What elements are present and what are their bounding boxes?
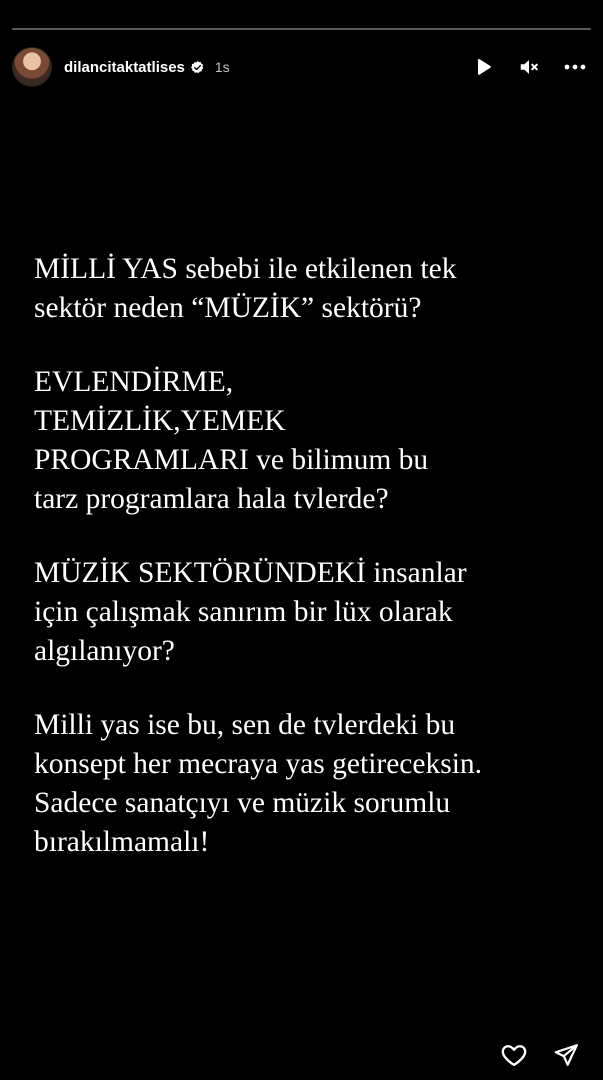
story-paragraph-3: MÜZİK SEKTÖRÜNDEKİ insanlar için çalışmak sanırım bir lüx olarak algılanıyor? xyxy=(34,557,467,667)
send-icon[interactable] xyxy=(551,1040,581,1070)
play-icon[interactable] xyxy=(471,55,495,79)
story-paragraph-4: Milli yas ise bu, sen de tvlerdeki bu konsept her mecraya yas getireceksin. Sadece sanatçıyı ve müzik sorumlu bırakılmamalı! xyxy=(34,709,483,858)
heart-icon[interactable] xyxy=(499,1040,529,1070)
story-paragraph-2: EVLENDİRME, TEMİZLİK,YEMEK PROGRAMLARI ve bilimum bu tarz programlara hala tvlerde? xyxy=(34,366,429,515)
story-progress-bar xyxy=(12,28,591,30)
story-footer-actions xyxy=(499,1040,581,1070)
story-paragraph-1: MİLLİ YAS sebebi ile etkilenen tek sektör neden “MÜZİK” sektörü? xyxy=(34,253,457,324)
username[interactable]: dilancitaktatlises xyxy=(64,58,185,76)
story-time: 1s xyxy=(214,59,230,75)
story-text-block xyxy=(34,250,575,897)
more-icon[interactable] xyxy=(563,55,587,79)
avatar[interactable] xyxy=(12,47,52,87)
verified-badge-icon xyxy=(190,60,205,75)
story-header xyxy=(12,44,591,90)
mute-icon[interactable] xyxy=(517,55,541,79)
